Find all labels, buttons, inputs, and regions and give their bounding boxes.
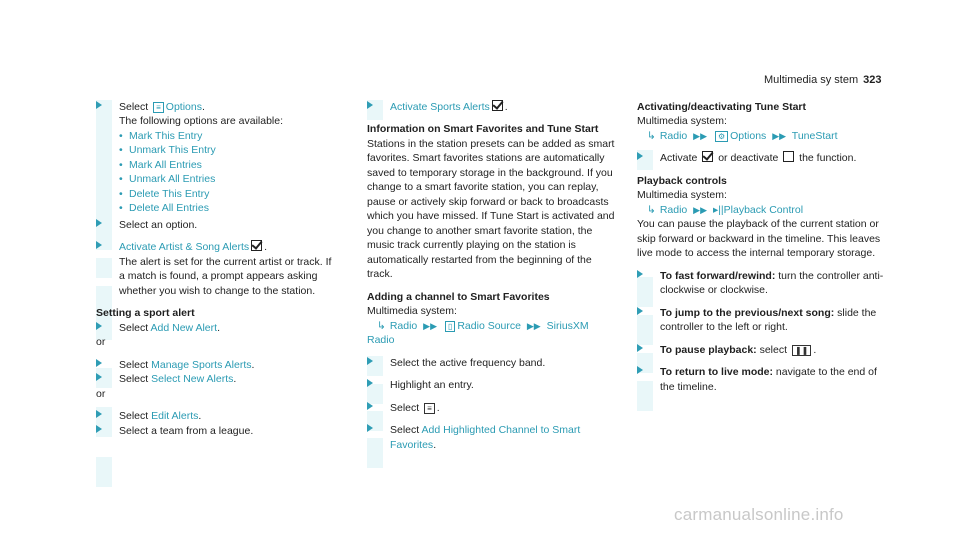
column-1 <box>96 100 336 438</box>
arrow-step-icon <box>637 270 643 278</box>
checkbox-checked-icon <box>702 151 713 162</box>
add-highlighted-channel-link[interactable]: Add Highlighted Channel to Smart Favorites <box>390 424 581 451</box>
arrow-step-icon <box>96 373 102 381</box>
step-edit-alerts: Select Edit Alerts. <box>96 409 336 423</box>
option-unmark-all-entries[interactable]: • Unmark All Entries <box>96 172 336 186</box>
column-3 <box>637 100 885 394</box>
step-activate-sports-alerts: Activate Sports Alerts . <box>367 100 617 114</box>
radio-link[interactable]: Radio <box>659 129 688 142</box>
multimedia-system-label: Multimedia system: <box>637 115 727 128</box>
nav-path <box>367 319 617 348</box>
step-select-menu: Select ≡ . <box>367 401 617 415</box>
arrow-step-icon <box>637 366 643 374</box>
hook-arrow-icon: ↳ <box>647 129 656 142</box>
step-pause-playback: To pause playback: select ❚❚ . <box>637 343 885 357</box>
gear-icon: ⚙ <box>715 131 728 142</box>
step-bar <box>96 457 112 487</box>
double-chevron-icon: ▶▶ <box>423 320 438 331</box>
arrow-step-icon <box>96 359 102 367</box>
arrow-step-icon <box>96 241 102 249</box>
step-add-new-alert: Select Add New Alert. <box>96 321 336 335</box>
radio-source-link[interactable]: Radio Source <box>457 319 521 332</box>
option-delete-this-entry[interactable]: • Delete This Entry <box>96 187 336 201</box>
arrow-step-icon <box>367 379 373 387</box>
step-select-options: Select ≡ Options. <box>96 100 336 114</box>
double-chevron-icon: ▶▶ <box>693 204 708 215</box>
step-return-live: To return to live mode: navigate to the end of the timeline. <box>637 365 885 394</box>
edit-alerts-link[interactable]: Edit Alerts <box>151 410 199 423</box>
page-header <box>764 73 882 88</box>
option-unmark-this-entry[interactable]: • Unmark This Entry <box>96 143 336 157</box>
double-chevron-icon: ▶▶ <box>693 130 708 141</box>
options-link[interactable]: Options <box>165 101 202 113</box>
arrow-step-icon <box>367 357 373 365</box>
manage-sports-alerts-link[interactable]: Manage Sports Alerts <box>151 358 252 371</box>
tune-start-heading: Activating/deactivating Tune Start <box>637 101 806 113</box>
arrow-step-icon <box>367 402 373 410</box>
arrow-step-icon <box>96 410 102 418</box>
step-select-new-alerts: Select Select New Alerts. <box>96 372 336 386</box>
step-jump-song: To jump to the previous/next song: slide the controller to the left or right. <box>637 306 885 335</box>
alert-description: The alert is set for the current artist or track. If a match is found, a prompt appears asking whether you wish to change to the station. <box>119 255 332 297</box>
smart-favorites-heading: Information on Smart Favorites and Tune Start <box>367 123 599 136</box>
arrow-step-icon <box>96 219 102 227</box>
arrow-step-icon <box>367 101 373 109</box>
step-select-option: Select an option. <box>96 218 336 232</box>
add-new-alert-link[interactable]: Add New Alert <box>150 321 218 334</box>
select-new-alerts-link[interactable]: Select New Alerts <box>151 373 234 386</box>
double-chevron-icon: ▶▶ <box>772 130 787 141</box>
hook-arrow-icon: ↳ <box>377 319 386 332</box>
step-highlight-entry: Highlight an entry. <box>367 378 617 392</box>
arrow-step-icon <box>637 307 643 315</box>
tunestart-link[interactable]: TuneStart <box>791 129 838 142</box>
pause-icon: ❚❚ <box>792 345 811 356</box>
playback-text: You can pause the playback of the current station or skip forward or backward in the timeline. This leaves live mode to access the internal temporary storage. <box>637 218 881 260</box>
step-manage-sports-alerts: Select Manage Sports Alerts. <box>96 358 336 372</box>
option-mark-this-entry[interactable]: • Mark This Entry <box>96 129 336 143</box>
step-add-highlighted: Select Add Highlighted Channel to Smart Favorites. <box>367 423 617 452</box>
sport-alert-heading: Setting a sport alert <box>96 307 195 320</box>
menu-icon: ≡ <box>424 403 435 414</box>
nav-path <box>637 203 885 217</box>
double-chevron-icon: ▶▶ <box>526 320 541 331</box>
checkbox-empty-icon <box>783 151 794 162</box>
options-link[interactable]: Options <box>730 129 767 142</box>
arrow-step-icon <box>637 344 643 352</box>
checkbox-checked-icon <box>492 100 503 111</box>
step-select-frequency: Select the active frequency band. <box>367 356 617 370</box>
radio-link[interactable]: Radio <box>389 319 418 332</box>
or-text: or <box>96 336 106 349</box>
smart-favorites-text: Stations in the station presets can be added as smart favorites. Smart favorites stations are automatically saved to temporary storage in the background. If you change to a smart favorite station, you can replay, pause or actively skip forward or back to broadcasts which you have missed. If Tune Start is activated and you change to another smart favorite station, the music track currently playing on the station is automatically restarted from the beginning of the track. <box>367 137 615 281</box>
multimedia-system-label: Multimedia system: <box>637 189 727 202</box>
or-text: or <box>96 387 106 400</box>
watermark: carmanualsonline.info <box>674 505 844 524</box>
checkbox-checked-icon <box>251 240 262 251</box>
activate-artist-song-alerts-link[interactable]: Activate Artist & Song Alerts <box>119 241 250 254</box>
playback-control-link[interactable]: Playback Control <box>723 203 804 216</box>
following-text: The following options are available: <box>119 115 284 128</box>
add-channel-heading: Adding a channel to Smart Favorites <box>367 290 550 303</box>
arrow-step-icon <box>96 101 102 109</box>
section-title: Multimedia sy stem <box>764 74 859 86</box>
playback-control-icon: ▸|| <box>712 203 724 216</box>
nav-path <box>637 129 885 143</box>
radio-link[interactable]: Radio <box>659 203 688 216</box>
column-2 <box>367 100 617 452</box>
playback-heading: Playback controls <box>637 174 727 187</box>
step-fast-forward: To fast forward/rewind: turn the controller anti-clockwise or clockwise. <box>637 269 885 298</box>
option-delete-all-entries[interactable]: • Delete All Entries <box>96 201 336 215</box>
arrow-step-icon <box>637 152 643 160</box>
page-number: 323 <box>863 74 882 86</box>
step-select-team: Select a team from a league. <box>96 424 336 438</box>
arrow-step-icon <box>96 425 102 433</box>
arrow-step-icon <box>96 322 102 330</box>
menu-icon: ≡ <box>153 102 164 113</box>
arrow-step-icon <box>367 424 373 432</box>
radio-source-icon: ▯ <box>445 321 455 332</box>
activate-sports-alerts-link[interactable]: Activate Sports Alerts <box>390 101 490 113</box>
multimedia-system-label: Multimedia system: <box>367 305 457 318</box>
hook-arrow-icon: ↳ <box>647 203 656 216</box>
option-mark-all-entries[interactable]: • Mark All Entries <box>96 158 336 172</box>
step-activate-tunestart: Activate or deactivate the function. <box>637 151 885 165</box>
step-activate-artist-alerts: Activate Artist & Song Alerts . <box>96 240 336 254</box>
siriusxm-radio-link[interactable]: SiriusXM Radio <box>367 319 589 347</box>
